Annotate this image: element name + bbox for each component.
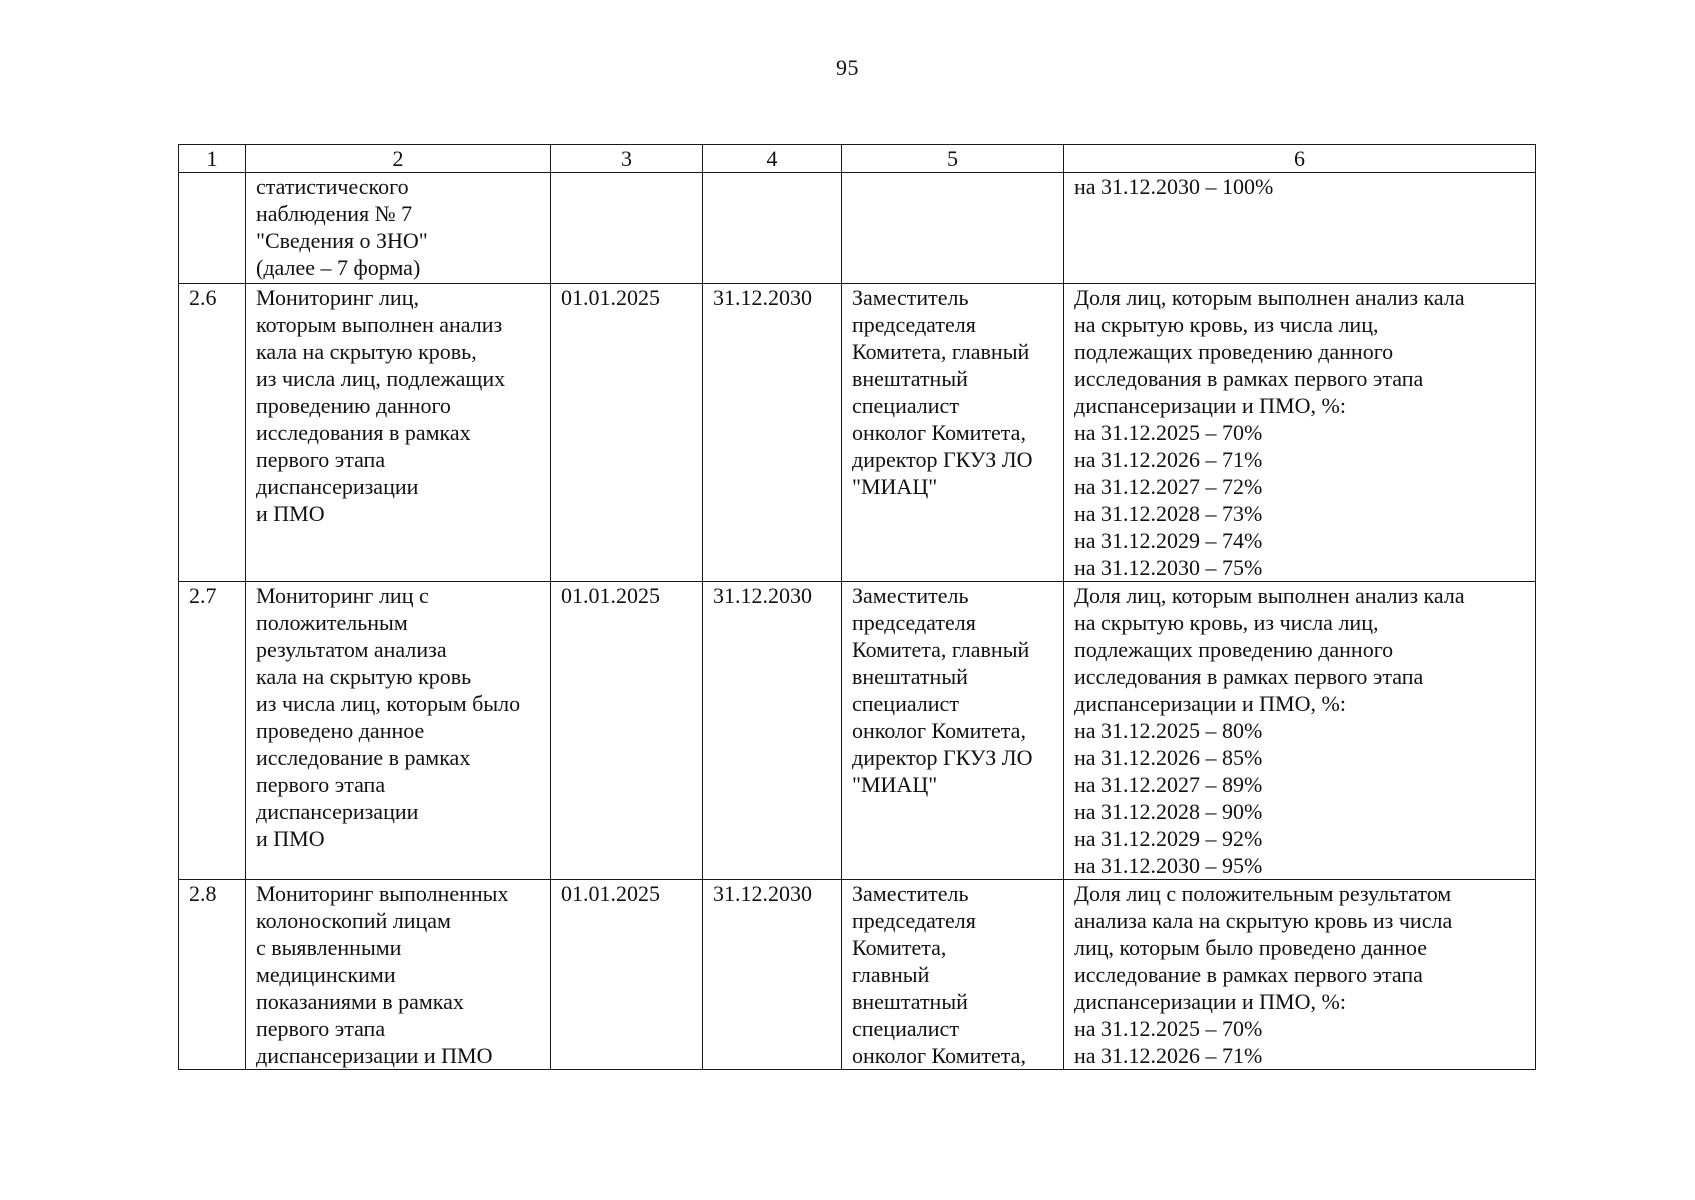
measure-description-line: проведено данное <box>256 718 425 743</box>
responsible-person-line: внештатный <box>852 664 968 689</box>
table-row <box>179 880 1536 1070</box>
measure-description-line: Мониторинг выполненных <box>256 881 509 906</box>
responsible-person <box>842 284 1064 582</box>
row-number: 2.6 <box>179 284 246 582</box>
responsible-person-line: Комитета, главный <box>852 339 1030 364</box>
measure-description-line: первого этапа <box>256 447 386 472</box>
measure-description-line: исследование в рамках <box>256 745 471 770</box>
responsible-person-line: председателя <box>852 610 976 635</box>
table-row <box>179 284 1536 582</box>
target-indicator-line: на 31.12.2029 – 74% <box>1074 528 1263 553</box>
measure-description-line: диспансеризации <box>256 799 419 824</box>
target-indicator <box>1064 173 1536 284</box>
target-indicator-line: лиц, которым было проведено данное <box>1074 935 1428 960</box>
target-indicator-line: на 31.12.2026 – 85% <box>1074 745 1263 770</box>
measure-description-line: кала на скрытую кровь <box>256 664 472 689</box>
measure-description-line: проведению данного <box>256 393 451 418</box>
column-header: 4 <box>703 145 842 173</box>
target-indicator-line: исследования в рамках первого этапа <box>1074 366 1424 391</box>
measure-description-line: (далее – 7 форма) <box>256 255 421 280</box>
measure-description-line: "Сведения о ЗНО" <box>256 228 428 253</box>
end-date: 31.12.2030 <box>703 880 842 1070</box>
column-header: 5 <box>842 145 1064 173</box>
target-indicator-line: на 31.12.2025 – 80% <box>1074 718 1263 743</box>
end-date: 31.12.2030 <box>703 284 842 582</box>
start-date <box>551 173 703 284</box>
responsible-person-line: онколог Комитета, <box>852 718 1026 743</box>
target-indicator-line: на 31.12.2030 – 100% <box>1074 174 1274 199</box>
responsible-person-line: Заместитель <box>852 583 969 608</box>
measure-description-line: положительным <box>256 610 408 635</box>
row-number <box>179 173 246 284</box>
table-row <box>179 582 1536 880</box>
measure-description-line: Мониторинг лиц с <box>256 583 429 608</box>
target-indicator <box>1064 582 1536 880</box>
measure-description <box>246 173 551 284</box>
target-indicator-line: анализа кала на скрытую кровь из числа <box>1074 908 1453 933</box>
measure-description <box>246 284 551 582</box>
target-indicator-line: диспансеризации и ПМО, %: <box>1074 393 1346 418</box>
measure-description-line: первого этапа <box>256 1016 386 1041</box>
measure-description-line: медицинскими <box>256 962 396 987</box>
target-indicator-line: на 31.12.2027 – 89% <box>1074 772 1263 797</box>
target-indicator <box>1064 284 1536 582</box>
target-indicator-line: на 31.12.2027 – 72% <box>1074 474 1263 499</box>
measure-description-line: первого этапа <box>256 772 386 797</box>
target-indicator-line: на 31.12.2028 – 90% <box>1074 799 1263 824</box>
measure-description-line: Мониторинг лиц, <box>256 285 419 310</box>
responsible-person <box>842 582 1064 880</box>
target-indicator-line: диспансеризации и ПМО, %: <box>1074 691 1346 716</box>
target-indicator-line: Доля лиц, которым выполнен анализ кала <box>1074 583 1465 608</box>
measure-description-line: с выявленными <box>256 935 402 960</box>
column-header: 6 <box>1064 145 1536 173</box>
responsible-person-line: Комитета, главный <box>852 637 1030 662</box>
target-indicator-line: на 31.12.2030 – 75% <box>1074 555 1263 580</box>
responsible-person <box>842 173 1064 284</box>
responsible-person-line: Заместитель <box>852 881 969 906</box>
measure-description <box>246 582 551 880</box>
target-indicator-line: подлежащих проведению данного <box>1074 339 1394 364</box>
measure-description-line: кала на скрытую кровь, <box>256 339 477 364</box>
measure-description-line: статистического <box>256 174 409 199</box>
row-number: 2.8 <box>179 880 246 1070</box>
responsible-person <box>842 880 1064 1070</box>
target-indicator-line: на 31.12.2028 – 73% <box>1074 501 1263 526</box>
responsible-person-line: специалист <box>852 1016 959 1041</box>
responsible-person-line: внештатный <box>852 989 968 1014</box>
responsible-person-line: внештатный <box>852 366 968 391</box>
table-header-row <box>179 145 1536 173</box>
target-indicator-line: Доля лиц, которым выполнен анализ кала <box>1074 285 1465 310</box>
measure-description-line: и ПМО <box>256 826 325 851</box>
responsible-person-line: "МИАЦ" <box>852 772 938 797</box>
target-indicator-line: диспансеризации и ПМО, %: <box>1074 989 1346 1014</box>
measure-description-line: и ПМО <box>256 501 325 526</box>
row-number: 2.7 <box>179 582 246 880</box>
target-indicator-line: на 31.12.2030 – 95% <box>1074 853 1263 878</box>
responsible-person-line: онколог Комитета, <box>852 1043 1026 1068</box>
target-indicator-line: на 31.12.2026 – 71% <box>1074 447 1263 472</box>
measure-description-line: которым выполнен анализ <box>256 312 503 337</box>
target-indicator-line: на скрытую кровь, из числа лиц, <box>1074 312 1379 337</box>
measure-description-line: диспансеризации <box>256 474 419 499</box>
measure-description-line: колоноскопий лицам <box>256 908 451 933</box>
responsible-person-line: Заместитель <box>852 285 969 310</box>
target-indicator-line: на скрытую кровь, из числа лиц, <box>1074 610 1379 635</box>
target-indicator-line: исследование в рамках первого этапа <box>1074 962 1423 987</box>
responsible-person-line: Комитета, <box>852 935 947 960</box>
measure-description-line: результатом анализа <box>256 637 447 662</box>
measure-description-line: диспансеризации и ПМО <box>256 1043 493 1068</box>
measures-table <box>178 144 1536 1070</box>
responsible-person-line: специалист <box>852 393 959 418</box>
start-date: 01.01.2025 <box>551 582 703 880</box>
measure-description-line: из числа лиц, подлежащих <box>256 366 506 391</box>
target-indicator-line: на 31.12.2025 – 70% <box>1074 420 1263 445</box>
measure-description-line: из числа лиц, которым было <box>256 691 521 716</box>
page-number: 95 <box>836 55 859 80</box>
target-indicator-line: на 31.12.2025 – 70% <box>1074 1016 1263 1041</box>
target-indicator-line: исследования в рамках первого этапа <box>1074 664 1424 689</box>
responsible-person-line: специалист <box>852 691 959 716</box>
target-indicator-line: на 31.12.2026 – 71% <box>1074 1043 1263 1068</box>
responsible-person-line: "МИАЦ" <box>852 474 938 499</box>
measure-description-line: наблюдения № 7 <box>256 201 413 226</box>
target-indicator-line: Доля лиц с положительным результатом <box>1074 881 1452 906</box>
start-date: 01.01.2025 <box>551 880 703 1070</box>
start-date: 01.01.2025 <box>551 284 703 582</box>
target-indicator-line: подлежащих проведению данного <box>1074 637 1394 662</box>
column-header: 1 <box>179 145 246 173</box>
end-date <box>703 173 842 284</box>
measure-description <box>246 880 551 1070</box>
responsible-person-line: директор ГКУЗ ЛО <box>852 447 1033 472</box>
responsible-person-line: главный <box>852 962 930 987</box>
column-header: 3 <box>551 145 703 173</box>
column-header: 2 <box>246 145 551 173</box>
responsible-person-line: директор ГКУЗ ЛО <box>852 745 1033 770</box>
measure-description-line: исследования в рамках <box>256 420 471 445</box>
responsible-person-line: председателя <box>852 908 976 933</box>
responsible-person-line: онколог Комитета, <box>852 420 1026 445</box>
table-row <box>179 173 1536 284</box>
responsible-person-line: председателя <box>852 312 976 337</box>
end-date: 31.12.2030 <box>703 582 842 880</box>
target-indicator-line: на 31.12.2029 – 92% <box>1074 826 1263 851</box>
measure-description-line: показаниями в рамках <box>256 989 464 1014</box>
target-indicator <box>1064 880 1536 1070</box>
